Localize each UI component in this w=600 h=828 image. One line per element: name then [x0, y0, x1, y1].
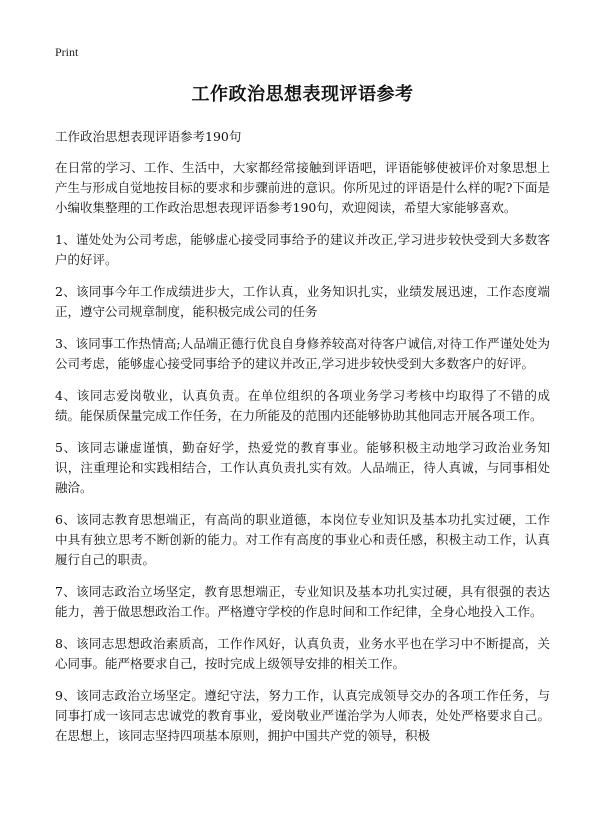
page-title: 工作政治思想表现评语参考 — [191, 84, 414, 105]
comment-item-7: 7、该同志政治立场坚定，教育思想端正，专业知识及基本功扎实过硬，具有很强的表达能力，善于做思想政治工作。严格遵守学校的作息时间和工作纪律，全身心地投入工作。 — [55, 584, 550, 619]
comment-item-3: 3、该同事工作热情高;人品端正德行优良自身修养较高对待客户诚信,对待工作严谨处处为公司考虑，能够虚心接受同事给予的建议并改正,学习进步较快受到大多数客户的好评。 — [55, 336, 550, 371]
document-subtitle: 工作政治思想表现评语参考190句 — [55, 129, 242, 144]
comment-item-4: 4、该同志爱岗敬业，认真负责。在单位组织的各项业务学习考核中均取得了不错的成绩。能保质保量完成工作任务，在力所能及的范围内还能够协助其他同志开展各项工作。 — [55, 388, 550, 423]
comment-item-8: 8、该同志思想政治素质高，工作作风好，认真负责，业务水平也在学习中不断提高，关心同事。能严格要求自己，按时完成上级领导安排的相关工作。 — [55, 636, 550, 671]
print-link[interactable]: Print — [55, 45, 79, 59]
comment-item-9: 9、该同志政治立场坚定。遵纪守法，努力工作，认真完成领导交办的各项工作任务，与同事打成一该同志忠诚党的教育事业，爱岗敬业严谨治学为人师表，处处严格要求自己。在思想上，该同志坚持四项基本原则，拥护中国共产党的领导，积极 — [55, 688, 550, 743]
comment-item-6: 6、该同志教育思想端正，有高尚的职业道德，本岗位专业知识及基本功扎实过硬，工作中具有独立思考不断创新的能力。对工作有高度的事业心和责任感，积极主动工作，认真履行自己的职责。 — [55, 512, 550, 567]
comment-item-1: 1、谨处处为公司考虑，能够虚心接受同事给予的建议并改正,学习进步较快受到大多数客户的好评。 — [55, 232, 550, 267]
comment-item-5: 5、该同志谦虚谨慎，勤奋好学，热爱党的教育事业。能够积极主动地学习政治业务知识，注重理论和实践相结合，工作认真负责扎实有效。人品端正，待人真诚，与同事相处融洽。 — [55, 440, 550, 495]
comment-item-2: 2、该同事今年工作成绩进步大，工作认真，业务知识扎实，业绩发展迅速，工作态度端正，遵守公司规章制度，能积极完成公司的任务 — [55, 284, 550, 319]
intro-paragraph: 在日常的学习、工作、生活中，大家都经常接触到评语吧，评语能够使被评价对象思想上产生与形成自觉地按目标的要求和步骤前进的意识。你所见过的评语是什么样的呢?下面是小编收集整理的工作政治思想表现评语参考190句，欢迎阅读，希望大家能够喜欢。 — [55, 160, 550, 215]
